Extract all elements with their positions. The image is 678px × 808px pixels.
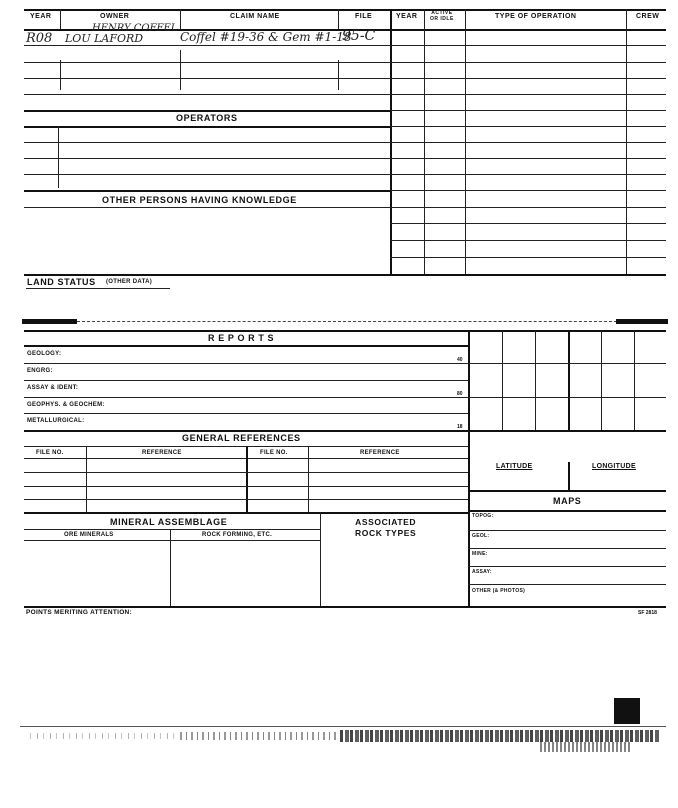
land-status-sub: (OTHER DATA): [106, 279, 153, 285]
mineral-assemblage-heading: MINERAL ASSEMBLAGE: [110, 517, 228, 527]
maps-geol: GEOL:: [472, 533, 490, 539]
report-engrg: ENGRG:: [27, 368, 53, 374]
longitude-label: LONGITUDE: [592, 463, 636, 470]
handwritten-claim: Coffel #19-36 & Gem #1-18: [180, 30, 352, 44]
report-geology: GEOLOGY:: [27, 351, 62, 357]
header-active-idle: ACTIVE OR IDLE: [430, 10, 454, 22]
report-metallurgical: METALLURGICAL:: [27, 418, 85, 424]
header-owner: OWNER: [100, 13, 130, 20]
report-geophys: GEOPHYS. & GEOCHEM:: [27, 402, 105, 408]
maps-mine: MINE:: [472, 551, 488, 557]
handwritten-file: 95-C: [342, 28, 376, 44]
maps-heading: MAPS: [553, 496, 582, 506]
land-status-heading: LAND STATUS: [27, 277, 96, 287]
header-year-2: YEAR: [396, 13, 418, 20]
ore-minerals-header: ORE MINERALS: [64, 532, 114, 538]
gen-ref-file-no-2: FILE NO.: [260, 450, 288, 456]
report-num-80: 80: [457, 391, 463, 397]
associated-rock-types-heading: ASSOCIATED ROCK TYPES: [355, 517, 417, 538]
scan-noise-bottom: [20, 718, 666, 768]
header-type-of-operation: TYPE OF OPERATION: [495, 13, 577, 20]
header-file: FILE: [355, 13, 373, 20]
rock-forming-header: ROCK FORMING, ETC.: [202, 532, 273, 538]
handwritten-year: R08: [26, 31, 53, 46]
reports-heading: R E P O R T S: [208, 333, 275, 343]
general-references-heading: GENERAL REFERENCES: [182, 433, 301, 443]
maps-other-photos: OTHER (& PHOTOS): [472, 588, 526, 594]
scan-band: [22, 319, 668, 324]
gen-ref-reference-1: REFERENCE: [142, 450, 182, 456]
report-assay: ASSAY & IDENT:: [27, 385, 79, 391]
header-year: YEAR: [30, 13, 52, 20]
maps-assay: ASSAY:: [472, 569, 492, 575]
other-persons-heading: OTHER PERSONS HAVING KNOWLEDGE: [102, 195, 297, 205]
gen-ref-reference-2: REFERENCE: [360, 450, 400, 456]
operators-heading: OPERATORS: [176, 113, 238, 123]
gen-ref-file-no-1: FILE NO.: [36, 450, 64, 456]
points-meriting-attention: POINTS MERITING ATTENTION:: [26, 609, 133, 616]
latitude-label: LATITUDE: [496, 463, 533, 470]
handwritten-owner-2: LOU LAFORD: [65, 32, 144, 45]
report-num-40: 40: [457, 357, 463, 363]
header-crew: CREW: [636, 13, 660, 20]
handwritten-owner-1: HENRY COFFEL: [92, 23, 178, 34]
form-number: SF 2818: [638, 610, 657, 616]
header-claim-name: CLAIM NAME: [230, 13, 280, 20]
report-num-18: 18: [457, 424, 463, 430]
maps-topog: TOPOG:: [472, 513, 494, 519]
